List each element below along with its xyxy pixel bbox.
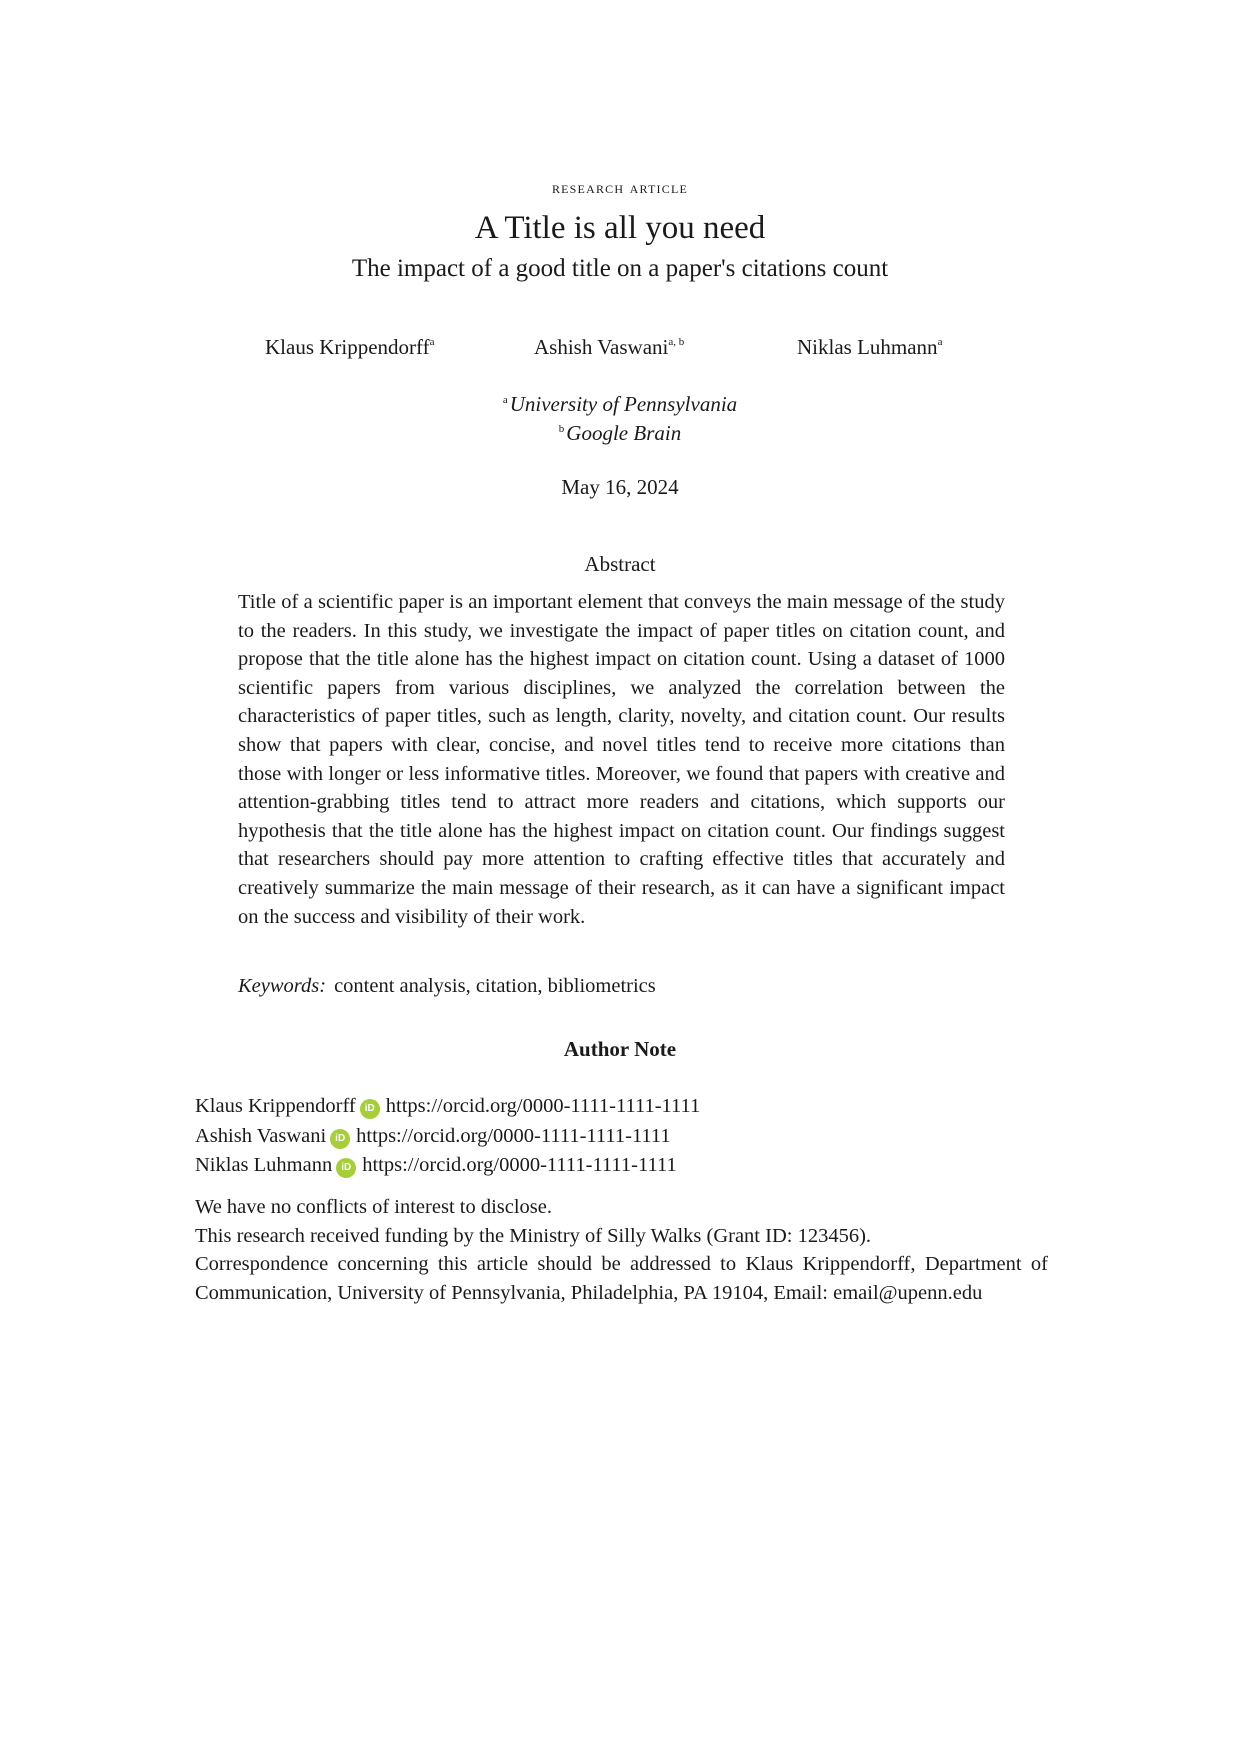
orcid-author-name: Niklas Luhmann — [195, 1154, 333, 1176]
author-name: Niklas Luhmann — [797, 335, 938, 359]
author-list — [0, 335, 1240, 365]
affiliation-mark: a — [502, 394, 508, 406]
paper-title: A Title is all you need — [474, 210, 766, 246]
author-affiliation-mark: a — [429, 336, 435, 348]
affiliation-2 — [0, 421, 1240, 446]
orcid-row — [195, 1151, 1055, 1181]
affiliation-name: Google Brain — [566, 421, 682, 445]
affiliation-1 — [0, 392, 1240, 417]
author-name: Ashish Vaswani — [534, 335, 669, 359]
affiliation-mark: b — [558, 423, 565, 435]
orcid-row — [195, 1122, 1055, 1152]
correspondence-statement: Correspondence concerning this article should be addressed to Klaus Krippendorff, Department of Communication, University of Pennsylvania, Philadelphia, PA 19104, Email: email@upenn.edu — [195, 1253, 1048, 1304]
orcid-icon: iD — [360, 1099, 380, 1119]
orcid-link[interactable]: https://orcid.org/0000-1111-1111-1111 — [356, 1124, 671, 1147]
funding-statement: This research received funding by the Ministry of Silly Walks (Grant ID: 123456). — [195, 1224, 872, 1247]
orcid-row — [195, 1092, 1055, 1122]
author-affiliation-mark: a, b — [668, 336, 685, 348]
orcid-list — [195, 1092, 1055, 1181]
author-note-heading: Author Note — [563, 1037, 677, 1061]
abstract-heading: Abstract — [584, 552, 656, 576]
author-3 — [797, 335, 942, 360]
orcid-icon: iD — [336, 1158, 356, 1178]
author-2 — [534, 335, 684, 360]
publication-date: May 16, 2024 — [561, 475, 679, 499]
abstract-text: Title of a scientific paper is an important element that conveys the main message of the study to the readers. In this study, we investigate the impact of paper titles on citation count, and propose that the title alone has the highest impact on citation count. Using a dataset of 1000 scientific papers from various disciplines, we analyzed the correlation between the characteristics of paper titles, such as length, clarity, novelty, and citation count. Our results show that papers with clear, concise, and novel titles tend to receive more citations than those with longer or less informative titles. Moreover, we found that papers with creative and attention-grabbing titles tend to attract more readers and citations, which supports our hypothesis that the title alone has the highest impact on citation count. Our findings suggest that researchers should pay more attention to crafting effective titles that accurately and creatively summarize the main message of their research, as it can have a significant impact on the success and visibility of their work. — [238, 591, 1005, 928]
keywords-label: Keywords: — [238, 975, 327, 997]
author-1 — [265, 335, 435, 360]
orcid-icon: iD — [330, 1129, 350, 1149]
conflicts-statement: We have no conflicts of interest to disclose. — [195, 1196, 552, 1218]
paper-subtitle: The impact of a good title on a paper's citations count — [351, 255, 889, 282]
author-affiliation-mark: a — [937, 336, 943, 348]
author-name: Klaus Krippendorff — [265, 335, 430, 359]
article-category: research article — [551, 178, 689, 197]
affiliation-name: University of Pennsylvania — [509, 392, 738, 416]
orcid-link[interactable]: https://orcid.org/0000-1111-1111-1111 — [362, 1154, 677, 1176]
keywords — [238, 975, 1005, 998]
keywords-list: content analysis, citation, bibliometrics — [334, 975, 656, 997]
orcid-author-name: Klaus Krippendorff — [195, 1095, 356, 1117]
orcid-link[interactable]: https://orcid.org/0000-1111-1111-1111 — [385, 1095, 701, 1117]
disclosures — [195, 1193, 1048, 1307]
orcid-author-name: Ashish Vaswani — [195, 1124, 327, 1147]
